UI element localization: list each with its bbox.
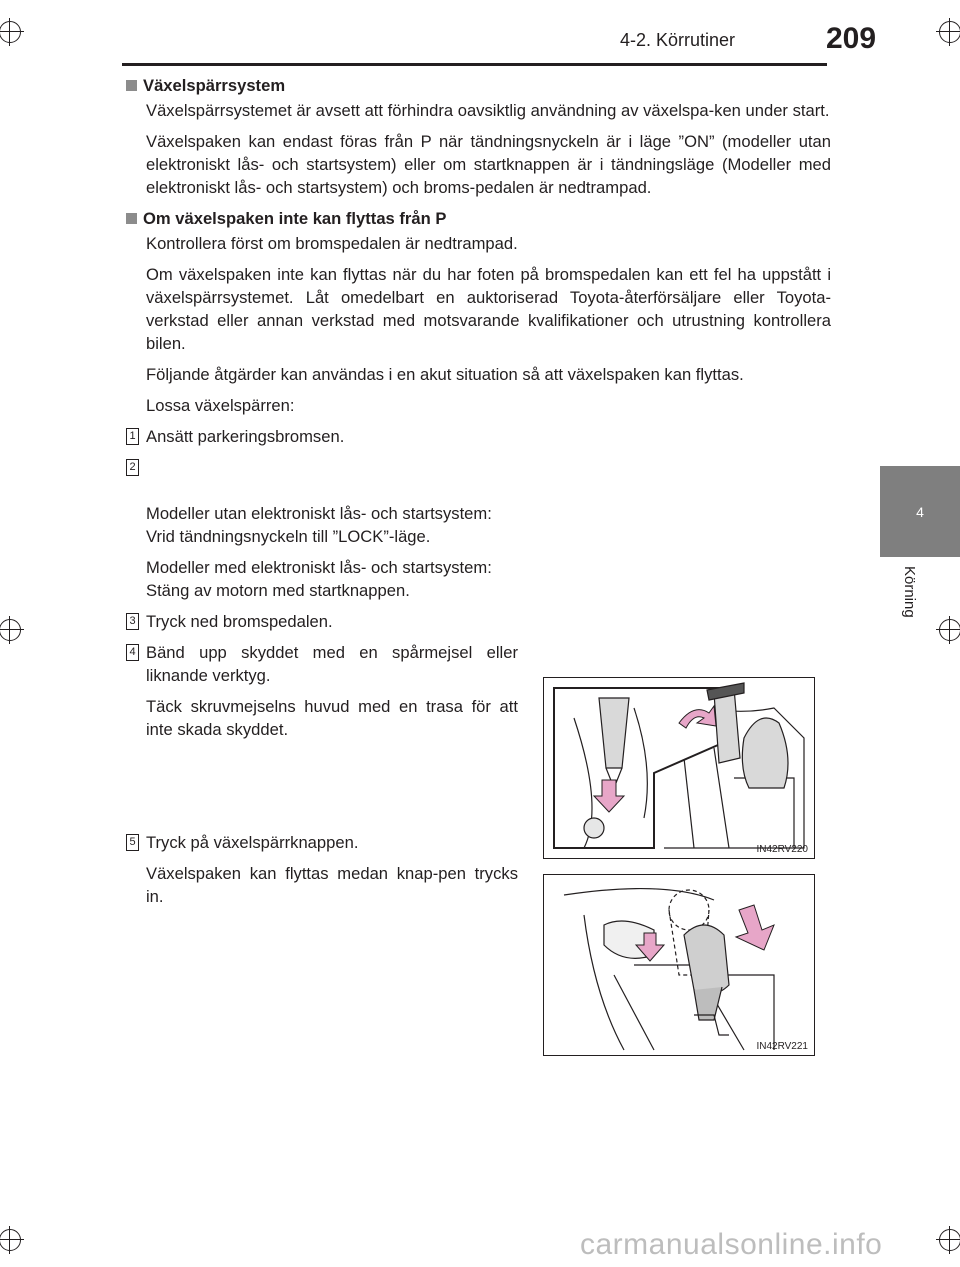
step-number-box: 2 [126,459,139,476]
step-number-box: 4 [126,644,139,661]
registration-mark-mid-right [936,616,960,644]
square-bullet-icon [126,213,137,224]
step-2 [129,456,831,548]
step-4 [129,641,518,687]
paragraph: Följande åtgärder kan användas i en akut situation så att växelspaken kan flyttas. [146,365,744,384]
shift-arrow-icon [736,905,774,950]
chapter-tab [880,466,960,557]
paragraph: Kontrollera först om bromspedalen är nedtrampad. [146,234,518,253]
registration-mark-bottom-left [0,1226,24,1254]
page-number: 209 [826,22,877,55]
step-note: Modeller med elektroniskt lås- och startsystem: Stäng av motorn med startknappen. [146,558,492,600]
paragraph: Lossa växelspärren: [146,396,295,415]
step-text: Bänd upp skyddet med en spårmejsel eller liknande verktyg. [146,643,518,685]
figure-code: IN42RV221 [756,1041,808,1052]
figure-code: IN42RV220 [756,844,808,855]
step-text: Tryck ned bromspedalen. [146,612,333,631]
step-3 [129,610,831,633]
registration-mark-top-left [0,18,24,46]
watermark: carmanualsonline.info [580,1228,883,1261]
figure-pry-cover [543,677,815,859]
section-heading: Om växelspaken inte kan flyttas från P [126,207,831,230]
step-1 [129,425,831,448]
pry-cover-illustration [544,678,814,858]
chapter-label: Körning [901,566,918,618]
step-number-box: 5 [126,834,139,851]
registration-mark-mid-left [0,616,24,644]
section-title: 4-2. Körrutiner [620,30,736,50]
step-number-box: 3 [126,613,139,630]
step-text: Modeller utan elektroniskt lås- och startsystem: Vrid tändningsnyckeln till ”LOCK”-läge. [146,504,492,546]
registration-mark-bottom-right [936,1226,960,1254]
header-rule [122,63,827,66]
paragraph: Om växelspaken inte kan flyttas när du har foten på bromspedalen kan ett fel ha uppstått i växelspärrsystemet. Låt omedelbart en auktoriserad Toyota-återförsäljare eller Toyota-verkstad eller annan verkstad med motsvarande kvalifikationer och utrustning kontrollera bilen. [146,265,831,353]
section-heading: Växelspärrsystem [126,74,831,97]
registration-mark-top-right [936,18,960,46]
step-text: Tryck på växelspärrknappen. [146,833,359,852]
shift-lock-illustration [544,875,814,1055]
figure-shift-lock-button [543,874,815,1056]
step-number-box: 1 [126,428,139,445]
square-bullet-icon [126,80,137,91]
paragraph: Växelspaken kan endast föras från P när tändningsnyckeln är i läge ”ON” (modeller utan elektroniskt lås- och startsystem) eller om startknappen är i tändningsläge (Modeller med elektroniskt lås- och startsystem) och broms-pedalen är nedtrampad. [146,132,831,197]
step-text: Ansätt parkeringsbromsen. [146,427,345,446]
chapter-number: 4 [916,504,924,520]
step-note: Växelspaken kan flyttas medan knap-pen trycks in. [146,864,518,906]
step-note: Täck skruvmejselns huvud med en trasa för att inte skada skyddet. [146,697,518,739]
paragraph: Växelspärrsystemet är avsett att förhindra oavsiktlig användning av växelspa-ken under start. [146,101,830,120]
step-5 [129,831,518,854]
